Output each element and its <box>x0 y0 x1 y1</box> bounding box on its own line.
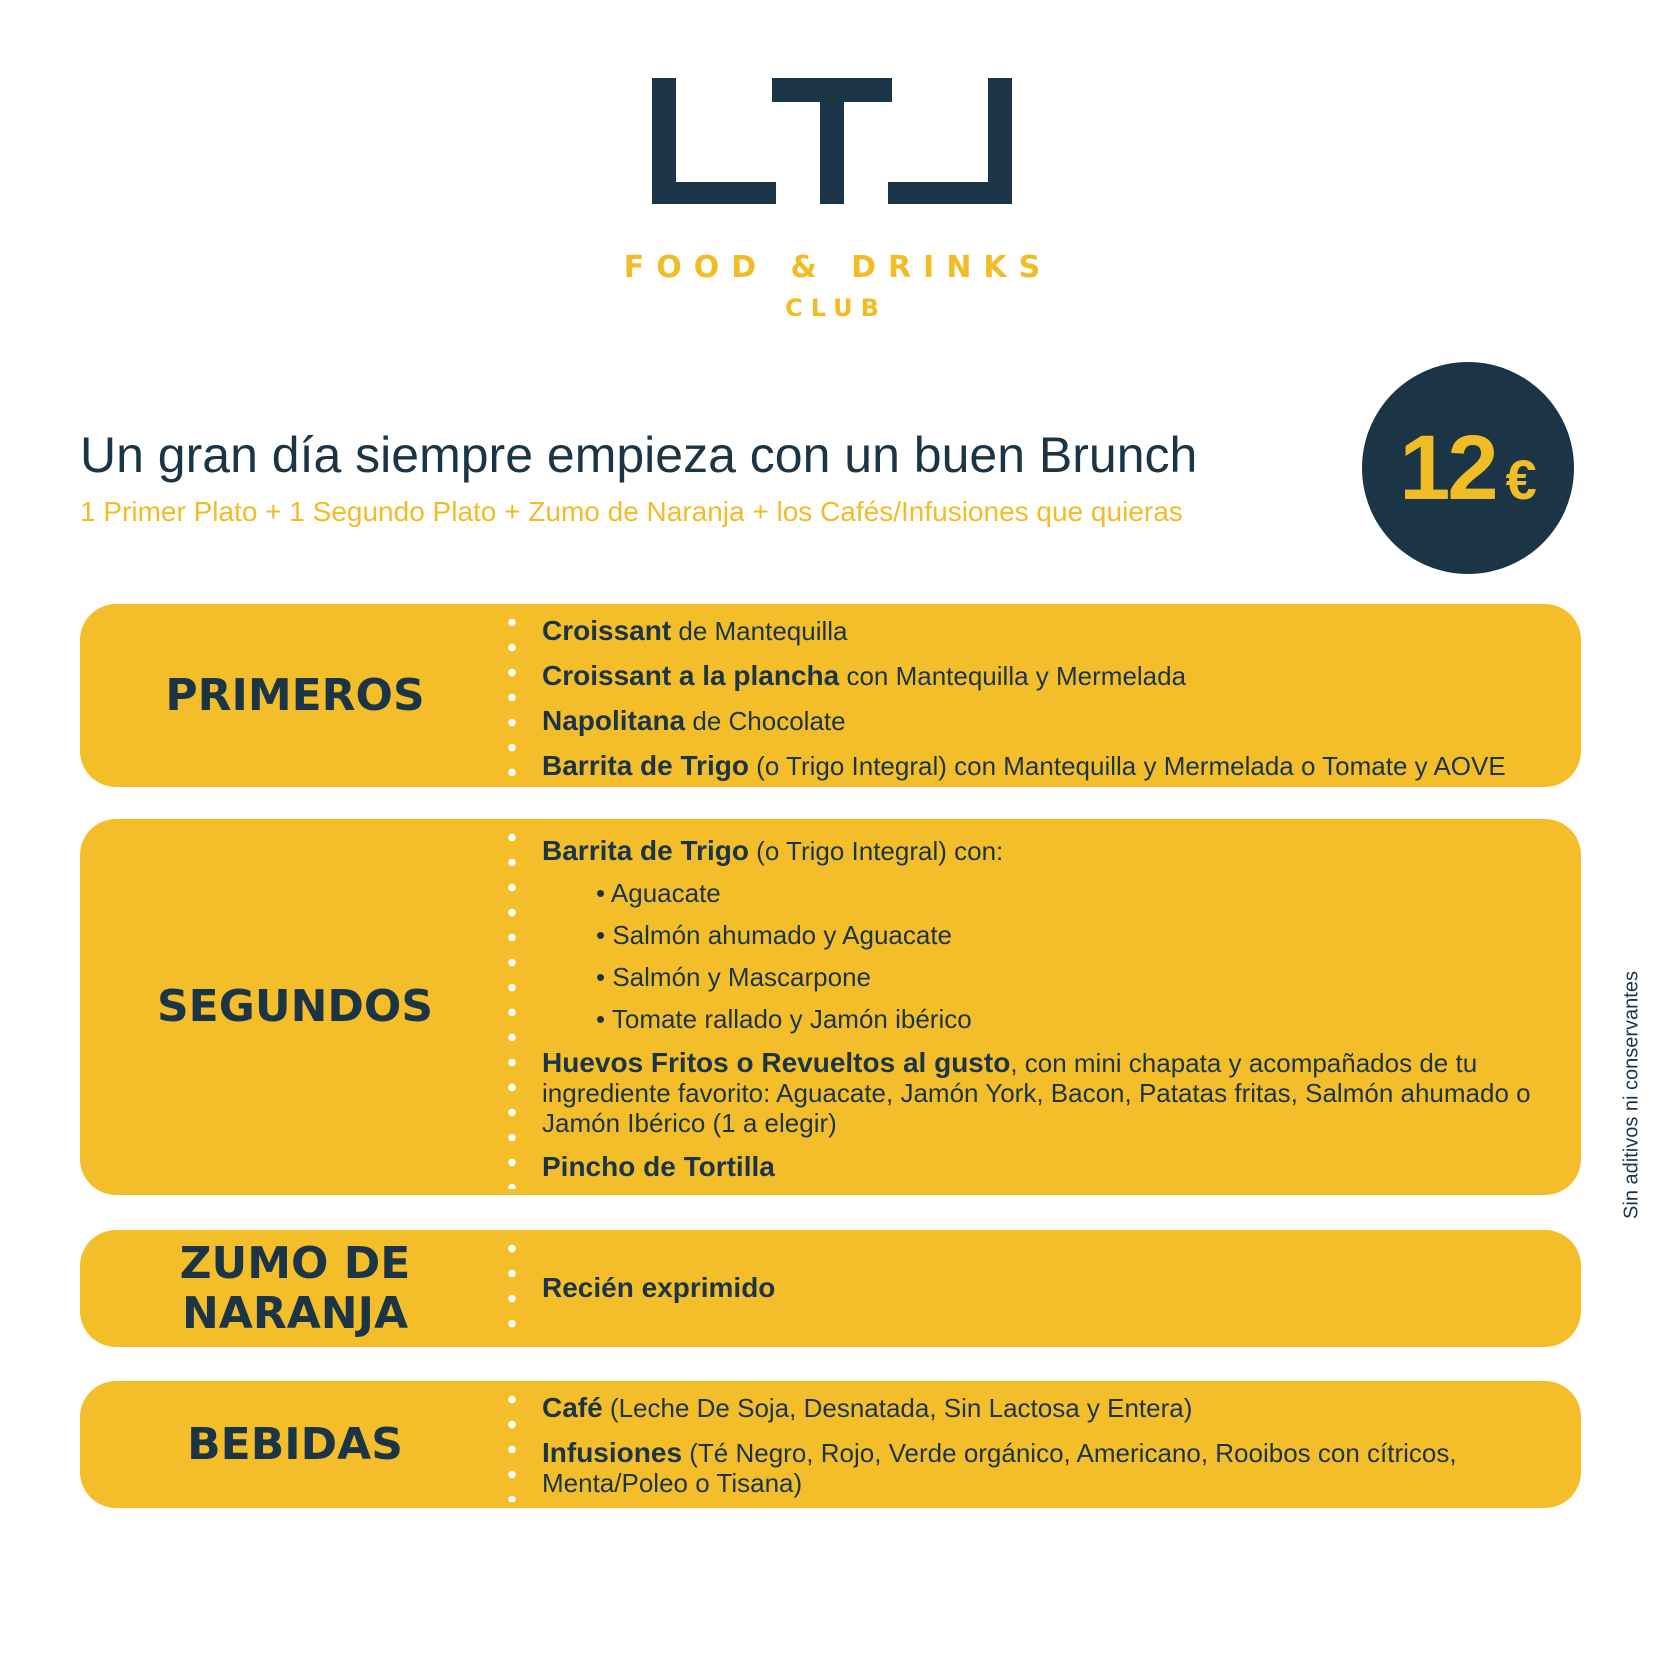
menu-item: Pincho de Tortilla <box>542 1151 775 1182</box>
page-title: Un gran día siempre empieza con un buen Brunch <box>80 427 1198 483</box>
menu-item: Barrita de Trigo (o Trigo Integral) con Mantequilla y Mermelada o Tomate y AOVE <box>542 750 1506 781</box>
menu-item: Croissant a la plancha con Mantequilla y Mermelada <box>542 660 1187 691</box>
price-currency: € <box>1505 447 1537 511</box>
menu-subitem: • Aguacate <box>596 878 721 908</box>
section-segundos <box>80 819 1581 1195</box>
section-bebidas <box>80 1381 1581 1508</box>
dotted-divider <box>508 610 516 781</box>
menu-item: Barrita de Trigo (o Trigo Integral) con: <box>542 835 1004 866</box>
section-content <box>542 1273 1563 1303</box>
menu-item: Café (Leche De Soja, Desnatada, Sin Lactosa y Entera) <box>542 1392 1193 1423</box>
page-subtitle: 1 Primer Plato + 1 Segundo Plato + Zumo de Naranja + los Cafés/Infusiones que quieras <box>80 496 1183 527</box>
side-note: Sin aditivos ni conservantes <box>1620 971 1643 1219</box>
section-label-line1: ZUMO DE <box>179 1237 411 1289</box>
section-primeros <box>80 604 1581 787</box>
menu-subitem: • Salmón y Mascarpone <box>596 962 872 992</box>
brand-food-drinks: FOOD & DRINKS <box>623 250 1053 285</box>
brand-club: CLUB <box>785 294 887 322</box>
dotted-divider <box>508 1236 516 1341</box>
section-label <box>80 1230 510 1347</box>
section-content <box>542 1393 1563 1498</box>
menu-subitem: • Salmón ahumado y Aguacate <box>596 920 953 950</box>
section-content <box>542 836 1563 1182</box>
ltl-logo <box>652 78 1012 204</box>
section-label: PRIMEROS <box>165 669 425 721</box>
section-content <box>542 616 1563 796</box>
menu-item: Infusiones (Té Negro, Rojo, Verde orgánico, Americano, Rooibos con cítricos, Menta/Poleo o Tisana) <box>542 1437 1457 1498</box>
dotted-divider <box>508 825 516 1189</box>
menu-item: Croissant de Mantequilla <box>542 615 848 646</box>
menu-subitem: • Tomate rallado y Jamón ibérico <box>596 1004 972 1034</box>
price-amount: 12 <box>1399 416 1496 519</box>
section-label: SEGUNDOS <box>156 981 434 1032</box>
menu-item: Huevos Fritos o Revueltos al gusto, con mini chapata y acompañados de tu ingrediente favorito: Aguacate, Jamón York, Bacon, Patatas fritas, Salmón ahumado o Jamón Ibérico (1 a elegir) <box>542 1047 1531 1138</box>
section-label: BEBIDAS <box>187 1418 403 1470</box>
section-label-line2: NARANJA <box>181 1287 409 1339</box>
price-badge <box>1362 362 1574 574</box>
menu-item: Recién exprimido <box>542 1272 776 1303</box>
section-zumo <box>80 1230 1581 1347</box>
menu-item: Napolitana de Chocolate <box>542 705 846 736</box>
dotted-divider <box>508 1387 516 1502</box>
